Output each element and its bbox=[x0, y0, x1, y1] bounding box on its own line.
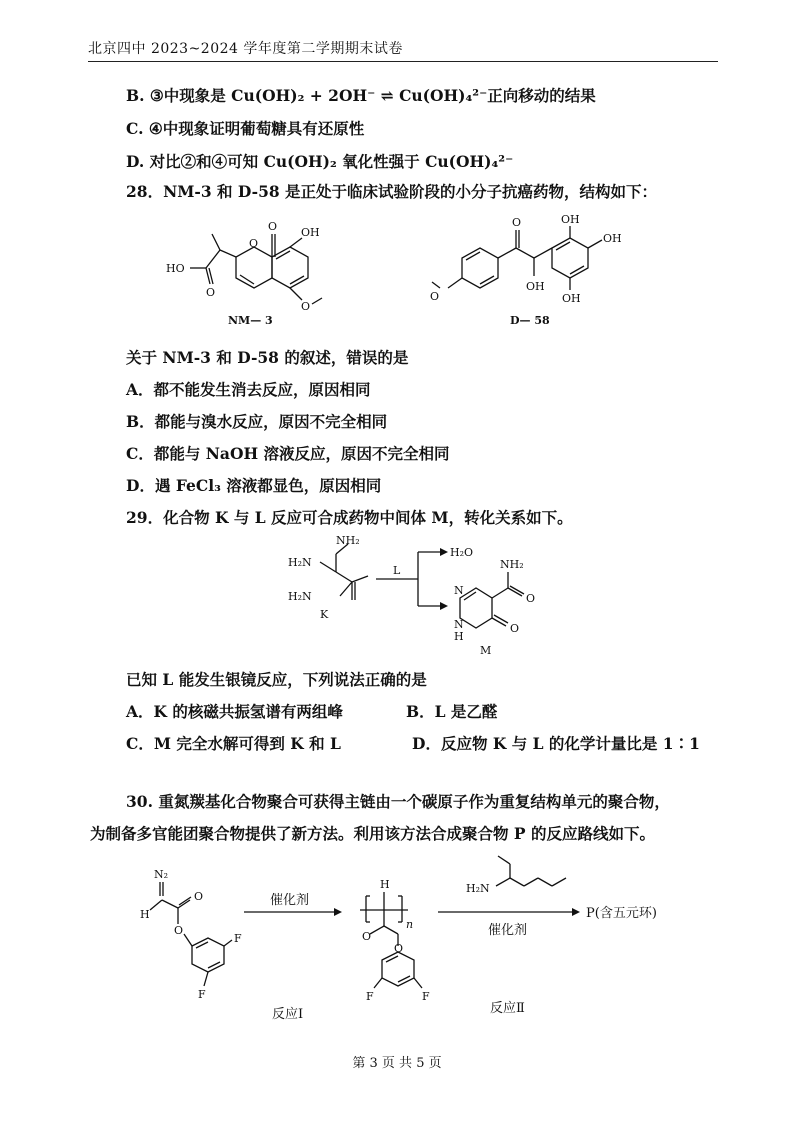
q30-reaction2: 反应Ⅱ bbox=[490, 1001, 525, 1016]
polymer-atom-h: H bbox=[380, 878, 390, 891]
m-atom-hn: N bbox=[454, 618, 464, 631]
k-atom-h2n-b: H₂N bbox=[288, 556, 312, 569]
q30-catalyst2: 催化剂 bbox=[488, 923, 528, 938]
polymer-atom-f2: F bbox=[422, 990, 430, 1003]
q30-product-p: P(含五元环) bbox=[586, 906, 657, 921]
q30-reaction1: 反应Ⅰ bbox=[272, 1007, 304, 1022]
d58-atom-o-meo: O bbox=[430, 290, 440, 303]
nm3-atom-o-acid: O bbox=[206, 286, 216, 299]
q30-line2: 为制备多官能团聚合物提供了新方法。利用该方法合成聚合物 P 的反应路线如下。 bbox=[90, 824, 655, 843]
q29-reaction-scheme bbox=[280, 532, 560, 660]
q27-option-c: C. ④中现象证明葡萄糖具有还原性 bbox=[126, 119, 365, 138]
q28-prompt: 关于 NM-3 和 D-58 的叙述，错误的是 bbox=[126, 348, 409, 367]
polymer-subscript-n: n bbox=[406, 918, 414, 931]
d58-label: D— 58 bbox=[510, 314, 550, 327]
nm3-label: NM— 3 bbox=[228, 314, 273, 327]
q28-option-b: B．都能与溴水反应，原因不完全相同 bbox=[126, 412, 388, 431]
q30-reaction-scheme bbox=[120, 860, 720, 1030]
d58-atom-oh4: OH bbox=[562, 292, 581, 305]
polymer-atom-f1: F bbox=[366, 990, 374, 1003]
q28-option-a: A．都不能发生消去反应，原因相同 bbox=[126, 380, 371, 399]
start-atom-n2: N₂ bbox=[154, 868, 169, 881]
q30-catalyst1: 催化剂 bbox=[270, 893, 310, 908]
q29-reagent-l: L bbox=[393, 564, 401, 577]
polymer-atom-o1: O bbox=[362, 930, 372, 943]
m-atom-h: H bbox=[454, 630, 464, 643]
k-atom-nh2-a: NH₂ bbox=[336, 534, 360, 547]
m-atom-o2: O bbox=[510, 622, 520, 635]
q27-option-d: D. 对比②和④可知 Cu(OH)₂ 氧化性强于 Cu(OH)₄²⁻ bbox=[126, 152, 514, 171]
amine-atom-h2n: H₂N bbox=[466, 882, 490, 895]
nm3-atom-oh: OH bbox=[301, 226, 320, 239]
d58-structure bbox=[430, 212, 660, 332]
d58-atom-oh2: OH bbox=[603, 232, 622, 245]
d58-atom-oh1: OH bbox=[561, 213, 580, 226]
q29-stem: 29．化合物 K 与 L 反应可合成药物中间体 M，转化关系如下。 bbox=[126, 508, 573, 527]
q28-option-d: D．遇 FeCl₃ 溶液都显色，原因相同 bbox=[126, 476, 382, 495]
q28-option-c: C．都能与 NaOH 溶液反应，原因不完全相同 bbox=[126, 444, 450, 463]
m-atom-o1: O bbox=[526, 592, 536, 605]
m-label: M bbox=[480, 644, 492, 657]
start-atom-o2: O bbox=[174, 924, 184, 937]
start-atom-f2: F bbox=[198, 988, 206, 1001]
nm3-atom-ho: HO bbox=[166, 262, 185, 275]
nm3-atom-o-top: O bbox=[268, 220, 278, 233]
d58-atom-o-ket: O bbox=[512, 216, 522, 229]
q30-line1: 30. 重氮羰基化合物聚合可获得主链由一个碳原子作为重复结构单元的聚合物， bbox=[126, 792, 670, 811]
nm3-structure bbox=[160, 212, 360, 332]
q27-option-b: B. ③中现象是 Cu(OH)₂ + 2OH⁻ ⇌ Cu(OH)₄²⁻正向移动的结果 bbox=[126, 86, 596, 105]
nm3-atom-o-meo: O bbox=[301, 300, 311, 313]
q29-option-b: B．L 是乙醛 bbox=[406, 702, 498, 721]
m-atom-n1: N bbox=[454, 584, 464, 597]
start-atom-o1: O bbox=[194, 890, 204, 903]
q29-option-c: C．M 完全水解可得到 K 和 L bbox=[126, 734, 341, 753]
k-atom-h2n-c: H₂N bbox=[288, 590, 312, 603]
d58-atom-oh3: OH bbox=[526, 280, 545, 293]
nm3-atom-o-ring: O bbox=[249, 237, 259, 250]
q29-option-d: D．反应物 K 与 L 的化学计量比是 1∶1 bbox=[412, 734, 700, 753]
q28-stem: 28．NM-3 和 D-58 是正处于临床试验阶段的小分子抗癌药物，结构如下： bbox=[126, 182, 658, 201]
page-footer: 第 3 页 共 5 页 bbox=[352, 1056, 442, 1071]
k-label: K bbox=[320, 608, 329, 621]
page-header: 北京四中 2023~2024 学年度第二学期期末试卷 bbox=[88, 38, 718, 62]
q29-water: H₂O bbox=[450, 546, 474, 559]
q29-prompt: 已知 L 能发生银镜反应，下列说法正确的是 bbox=[126, 670, 427, 689]
polymer-atom-o2: O bbox=[394, 942, 404, 955]
start-atom-f1: F bbox=[234, 932, 242, 945]
m-atom-nh2: NH₂ bbox=[500, 558, 524, 571]
q29-option-a: A．K 的核磁共振氢谱有两组峰 bbox=[126, 702, 343, 721]
start-atom-h: H bbox=[140, 908, 150, 921]
